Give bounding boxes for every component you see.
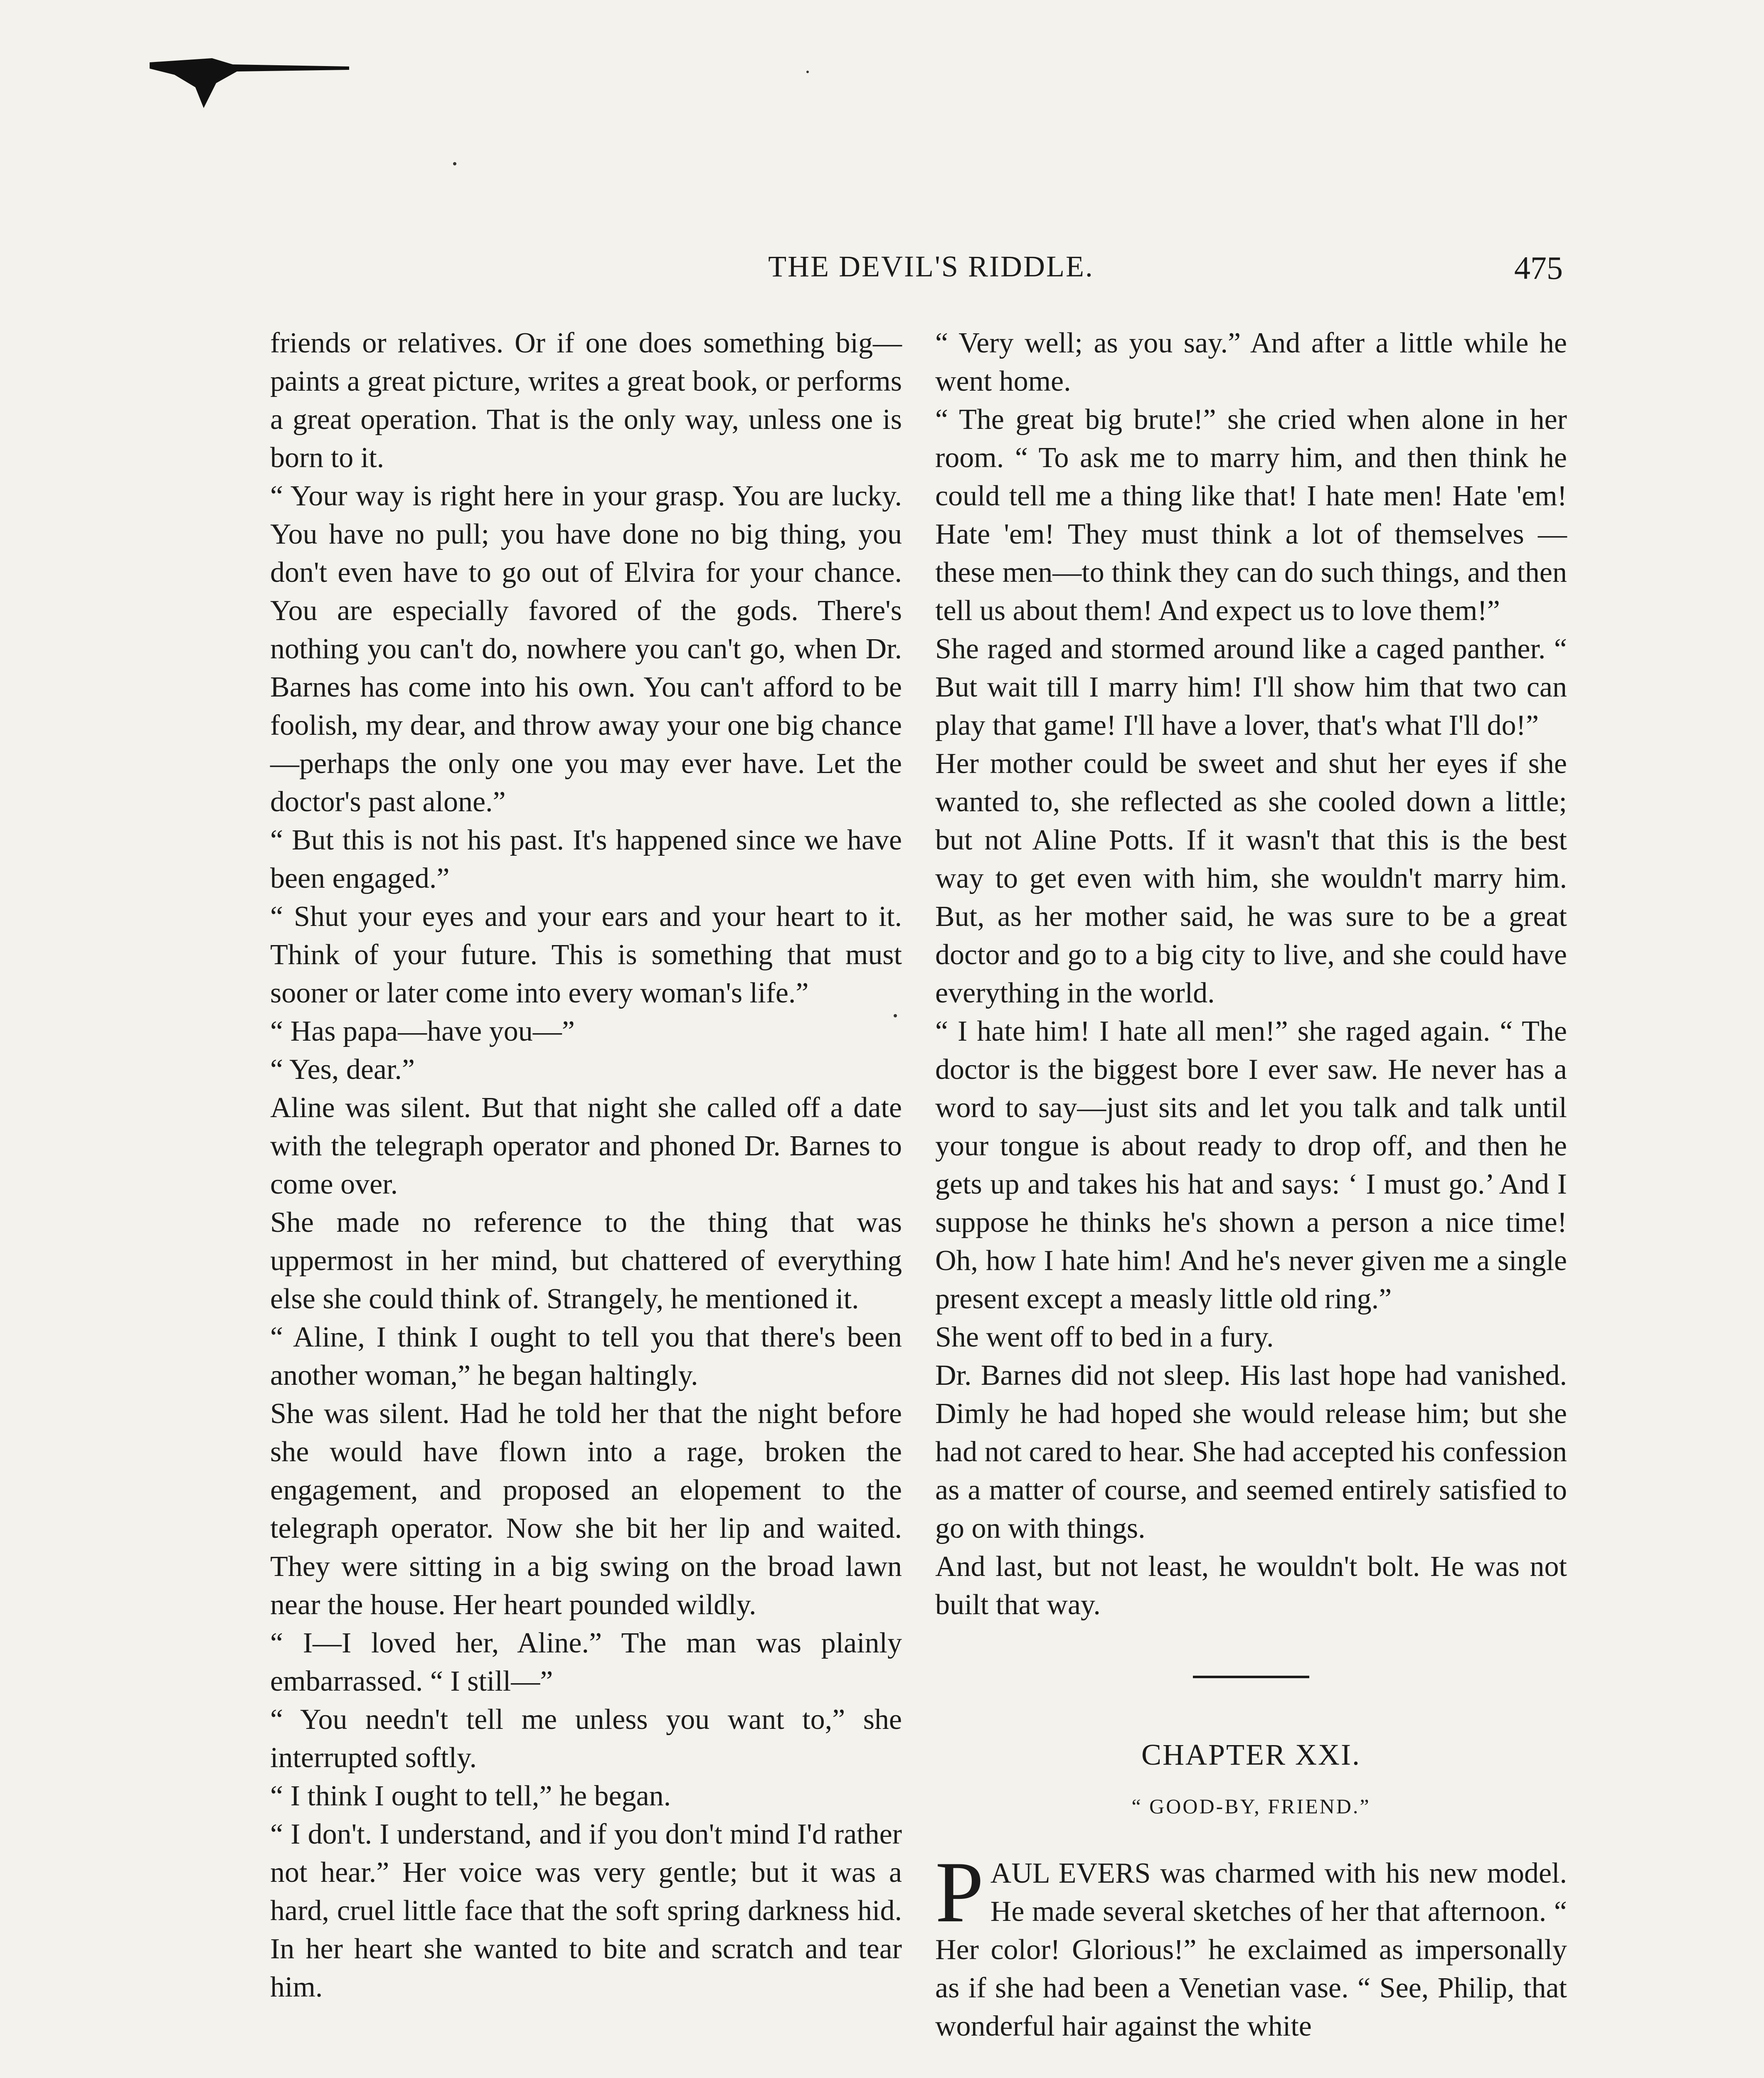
paragraph: “ Your way is right here in your grasp. You are lucky. You have no pull; you have done no big thing, you don't even have to go out of Elvira for your chance. You are especially favored of the gods. There's nothing you can't do, nowhere you can't go, when Dr. Barnes has come into his own. You can't afford to be foolish, my dear, and throw away your one big chance—perhaps the only one you may ever have. Let the doctor's past alone.” (270, 480, 902, 818)
section-divider-rule (1193, 1676, 1309, 1678)
page-header (266, 249, 1563, 299)
paragraph: She went off to bed in a fury. (935, 1321, 1274, 1353)
paragraph: “ I hate him! I hate all men!” she raged again. “ The doctor is the biggest bore I ever saw. He never has a word to say—just sits and let you talk and talk until your tongue is about ready to drop off, and then he gets up and takes his hat and says: ‘ I must go.’ And I suppose he thinks he's shown a person a nice time! Oh, how I hate him! And he's never given me a single present except a measly little old ring.” (935, 1015, 1567, 1315)
paragraph: And last, but not least, he wouldn't bolt. He was not built that way. (935, 1551, 1567, 1621)
scan-speck (894, 1014, 897, 1017)
paragraph: “ I think I ought to tell,” he began. (270, 1780, 671, 1812)
page-number: 475 (1514, 250, 1563, 286)
paragraph: friends or relatives. Or if one does something big—paints a great picture, writes a great book, or performs a great operation. That is the only way, unless one is born to it. (270, 327, 902, 474)
paragraph: “ Has papa—have you—” (270, 1015, 575, 1047)
paragraph: She was silent. Had he told her that the night before she would have flown into a rage, broken the engagement, and proposed an elopement to the telegraph operator. Now she bit her lip and waited. They were sitting in a big swing on the broad lawn near the house. Her heart pounded wildly. (270, 1398, 902, 1621)
paragraph: “ But this is not his past. It's happened since we have been engaged.” (270, 824, 902, 894)
paragraph: “ Very well; as you say.” And after a little while he went home. (935, 327, 1567, 397)
chapter-opening-paragraph (935, 1844, 1567, 2046)
scan-blot-mark (150, 46, 349, 108)
paragraph: She raged and stormed around like a caged panther. “ But wait till I marry him! I'll show him that two can play that game! I'll have a lover, that's what I'll do!” (935, 633, 1567, 741)
paragraph: “ Yes, dear.” (270, 1054, 415, 1086)
right-column (935, 324, 1567, 2046)
paragraph: Aline was silent. But that night she called off a date with the telegraph operator and phoned Dr. Barnes to come over. (270, 1092, 902, 1200)
running-head: THE DEVIL'S RIDDLE. (768, 250, 1094, 283)
paragraph: “ Aline, I think I ought to tell you that there's been another woman,” he began haltingly. (270, 1321, 902, 1391)
chapter-title: CHAPTER XXI. (1141, 1738, 1361, 1771)
scan-speck (806, 71, 809, 73)
left-column (270, 324, 902, 2007)
paragraph: Dr. Barnes did not sleep. His last hope had vanished. Dimly he had hoped she would release him; but she had not cared to hear. She had accepted his confession as a matter of course, and seemed entirely satisfied to go on with things. (935, 1359, 1567, 1544)
drop-cap: P (935, 1844, 984, 1940)
chapter-subtitle: “ GOOD-BY, FRIEND.” (1131, 1795, 1371, 1818)
chapter-opening-text: AUL EVERS was charmed with his new model. He made several sketches of her that afternoon. “ Her color! Glorious!” he exclaimed as impersonally as if she had been a Venetian vase. “ See, Philip, that wonderful hair against the white (935, 1857, 1567, 2042)
scan-speck (453, 162, 456, 165)
paragraph: “ Shut your eyes and your ears and your heart to it. Think of your future. This is something that must sooner or later come into every woman's life.” (270, 901, 902, 1009)
paragraph: “ I don't. I understand, and if you don't mind I'd rather not hear.” Her voice was very gentle; but it was a hard, cruel little face that the soft spring darkness hid. In her heart she wanted to bite and scratch and tear him. (270, 1818, 902, 2003)
paragraph: “ I—I loved her, Aline.” The man was plainly embarrassed. “ I still—” (270, 1627, 902, 1697)
paragraph: She made no reference to the thing that was uppermost in her mind, but chattered of everything else she could think of. Strangely, he mentioned it. (270, 1206, 902, 1315)
paragraph: Her mother could be sweet and shut her eyes if she wanted to, she reflected as she cooled down a little; but not Aline Potts. If it wasn't that this is the best way to get even with him, she wouldn't marry him. But, as her mother said, he was sure to be a great doctor and go to a big city to live, and she could have everything in the world. (935, 748, 1567, 1009)
paragraph: “ You needn't tell me unless you want to,” she interrupted softly. (270, 1704, 902, 1774)
paragraph: “ The great big brute!” she cried when alone in her room. “ To ask me to marry him, and then think he could tell me a thing like that! I hate men! Hate 'em! Hate 'em! They must think a lot of themselves —these men—to think they can do such things, and then tell us about them! And expect us to love them!” (935, 404, 1567, 627)
